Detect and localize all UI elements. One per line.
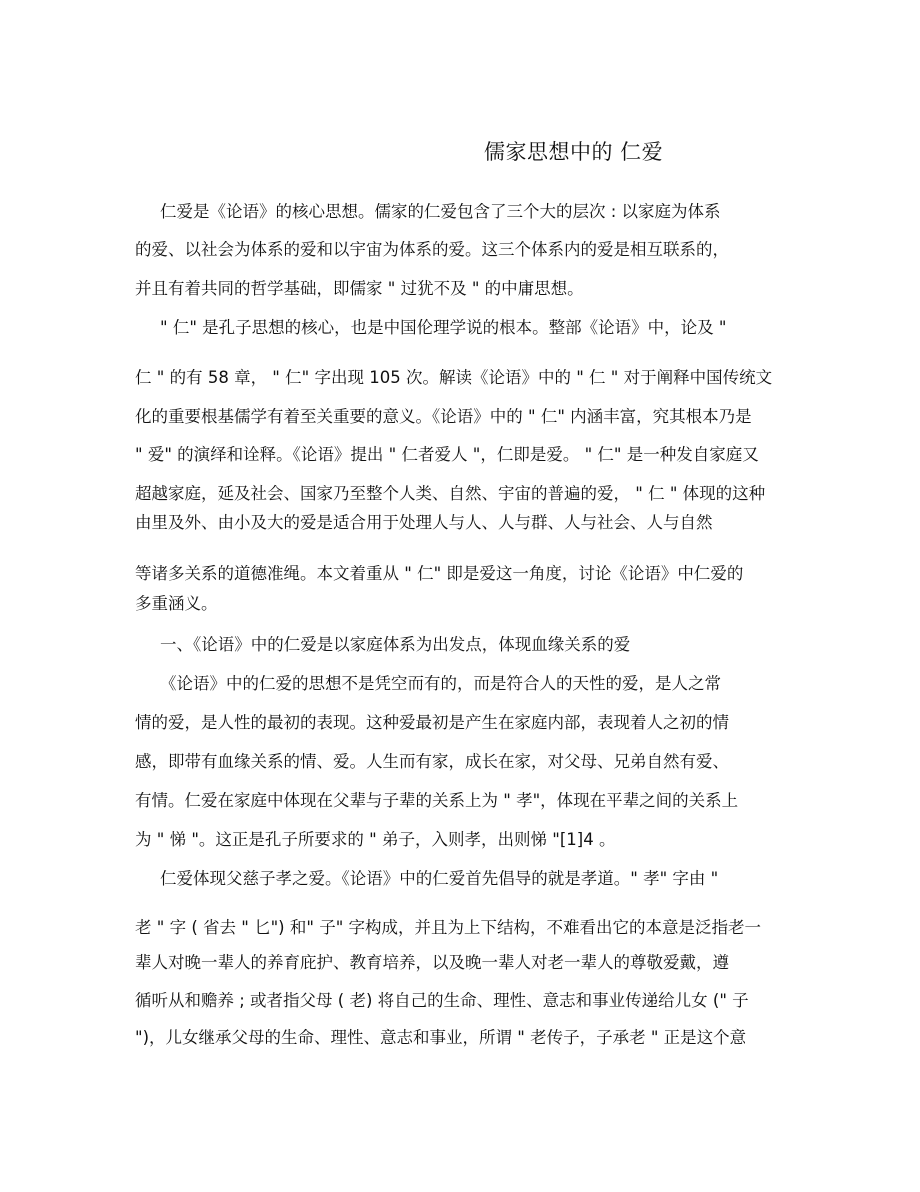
paragraph-line: 并且有着共同的哲学基础，即儒家 " 过犹不及 " 的中庸思想。 (135, 279, 584, 298)
paragraph-line: 多重涵义。 (135, 594, 218, 613)
paragraph-line: 等诸多关系的道德准绳。本文着重从 " 仁" 即是爱这一角度，讨论《论语》中仁爱的 (135, 564, 744, 583)
paragraph-line: 超越家庭，延及社会、国家乃至整个人类、自然、宇宙的普遍的爱， " 仁 " 体现的这种 (135, 484, 766, 503)
paragraph-line: " 仁" 是孔子思想的核心，也是中国伦理学说的根本。整部《论语》中，论及 " (160, 318, 727, 337)
paragraph-line: 的爱、以社会为体系的爱和以宇宙为体系的爱。这三个体系内的爱是相互联系的， (135, 240, 729, 259)
paragraph-line: 辈人对晚一辈人的养育庇护、教育培养，以及晚一辈人对老一辈人的尊敬爱戴，遵 (135, 953, 729, 972)
paragraph-line: 由里及外、由小及大的爱是适合用于处理人与人、人与群、人与社会、人与自然 (135, 513, 713, 532)
document-title: 儒家思想中的 仁爱 (484, 140, 664, 164)
paragraph-line: 循听从和赡养 ; 或者指父母 ( 老) 将自己的生命、理性、意志和事业传递给儿女 (" 子 (135, 991, 749, 1010)
paragraph-line: 老 " 字 ( 省去 " 匕") 和" 子" 字构成，并且为上下结构，不难看出它的本意是泛指老一 (135, 918, 762, 937)
paragraph-line: 感，即带有血缘关系的情、爱。人生而有家，成长在家，对父母、兄弟自然有爱、 (135, 752, 729, 771)
paragraph-line: 仁爱是《论语》的核心思想。儒家的仁爱包含了三个大的层次 : 以家庭为体系 (160, 202, 721, 221)
paragraph-line: 为 " 悌 "。这正是孔子所要求的 " 弟子，入则孝，出则悌 "[1]4 。 (135, 830, 616, 849)
paragraph-line: 情的爱，是人性的最初的表现。这种爱最初是产生在家庭内部，表现着人之初的情 (135, 713, 729, 732)
section-heading: 一、《论语》中的仁爱是以家庭体系为出发点，体现血缘关系的爱 (160, 635, 631, 654)
paragraph-line: 仁爱体现父慈子孝之爱。《论语》中的仁爱首先倡导的就是孝道。" 孝" 字由 " (160, 869, 719, 888)
paragraph-line: 《论语》中的仁爱的思想不是凭空而有的，而是符合人的天性的爱，是人之常 (160, 674, 721, 693)
paragraph-line: 有情。仁爱在家庭中体现在父辈与子辈的关系上为 " 孝"，体现在平辈之间的关系上 (135, 791, 739, 810)
paragraph-line: " 爱" 的演绎和诠释。《论语》提出 " 仁者爱人 "，仁即是爱。 " 仁" 是一种发自家庭又 (135, 445, 759, 464)
paragraph-line: ")，儿女继承父母的生命、理性、意志和事业，所谓 " 老传子，子承老 " 正是这个意 (135, 1028, 747, 1047)
paragraph-line: 仁 " 的有 58 章， " 仁" 字出现 105 次。解读《论语》中的 " 仁 " 对于阐释中国传统文 (135, 368, 773, 387)
paragraph-line: 化的重要根基儒学有着至关重要的意义。《论语》中的 " 仁" 内涵丰富，究其根本乃是 (135, 407, 752, 426)
